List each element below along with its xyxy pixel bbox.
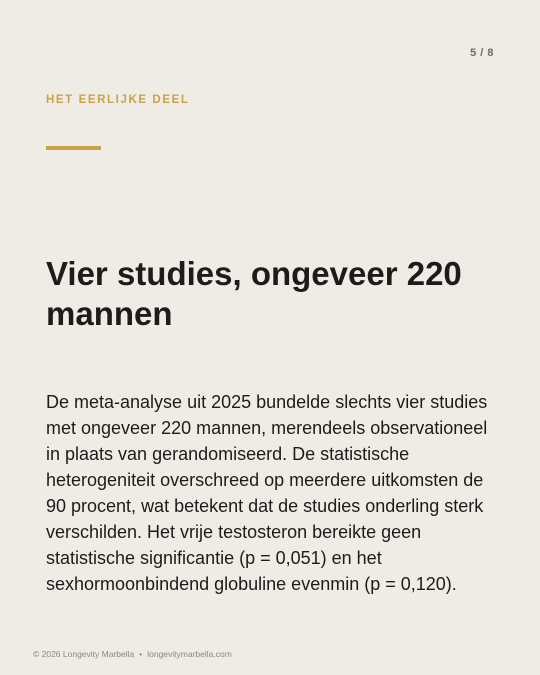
section-eyebrow: HET EERLIJKE DEEL bbox=[46, 94, 190, 106]
body-paragraph: De meta-analyse uit 2025 bundelde slechts vier studies met ongeveer 220 mannen, merendeels observationeel in plaats van gerandomiseerd. De statistische heterogeniteit overschreed op meerdere uitkomsten de 90 procent, wat betekent dat de studies onderling sterk verschilden. Het vrije testosteron bereikte geen statistische significantie (p = 0,051) en het sexhormoonbindend globuline evenmin (p = 0,120). bbox=[46, 392, 488, 594]
footer-copyright: © 2026 Longevity Marbella bbox=[33, 649, 135, 659]
footer-website-link[interactable]: longevitymarbella.com bbox=[147, 649, 232, 659]
footer-separator: • bbox=[139, 649, 143, 659]
page-title: Vier studies, ongeveer 220 mannen bbox=[46, 255, 462, 332]
accent-divider bbox=[46, 146, 101, 150]
page-counter: 5 / 8 bbox=[470, 47, 494, 59]
footer bbox=[33, 649, 232, 659]
